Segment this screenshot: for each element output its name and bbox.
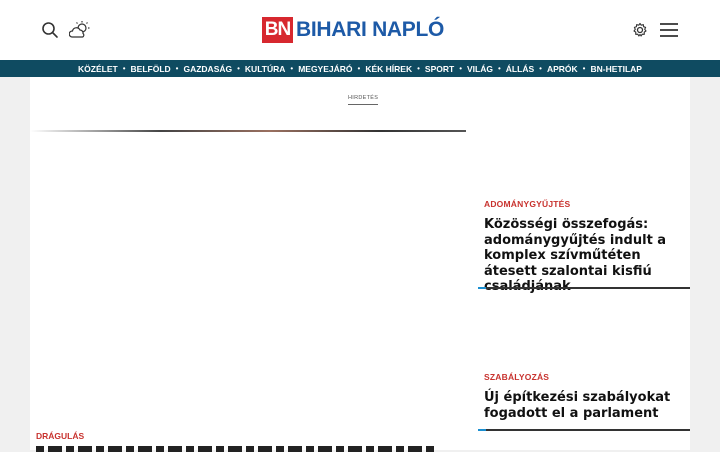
nav-item-bn-hetilap[interactable]: BN-HETILAP [590,63,642,74]
ad-label: HIRDETÉS [348,95,378,105]
article-category[interactable]: SZABÁLYOZÁS [484,372,550,382]
settings-icon[interactable] [628,18,652,42]
ad-banner-strip[interactable] [30,130,466,132]
main-navigation [0,60,720,77]
article-headline[interactable]: Közösségi összefogás: adománygyűjtés indult a komplex szívműtéten átesett szalontai kisfiú [484,217,667,279]
nav-separator: • [357,64,361,73]
article-card[interactable] [484,199,690,295]
nav-separator: • [237,64,240,73]
search-icon[interactable] [38,18,62,42]
site-logo[interactable] [262,17,444,43]
nav-item-aprok[interactable]: APRÓK [546,63,578,74]
nav-item-kultura[interactable]: KULTÚRA [244,63,286,74]
lead-article-headline-cropped[interactable] [36,446,436,452]
nav-separator: • [122,64,126,73]
nav-item-allas[interactable]: ÁLLÁS [505,63,535,74]
nav-separator: • [459,64,462,73]
divider-accent [478,287,486,289]
logo-text: BIHARI NAPLÓ [296,18,445,41]
weather-icon[interactable] [68,18,92,42]
divider-accent [478,429,486,431]
site-header [0,0,720,60]
nav-separator: • [290,64,294,73]
nav-item-kek-hirek[interactable]: KÉK HÍREK [365,63,413,74]
nav-item-megyejaro[interactable]: MEGYEJÁRÓ [298,63,353,74]
nav-separator: • [497,64,501,73]
nav-item-belfold[interactable]: BELFÖLD [130,63,171,74]
logo-badge: BN [262,17,293,43]
article-category[interactable]: ADOMÁNYGYŰJTÉS [484,199,571,209]
nav-separator: • [539,64,542,73]
nav-item-vilag[interactable]: VILÁG [467,63,493,74]
article-divider [478,429,690,431]
article-divider [478,287,690,289]
nav-item-gazdasag[interactable]: GAZDASÁG [183,63,233,74]
nav-separator: • [175,64,179,73]
nav-separator: • [582,64,586,73]
nav-item-sport[interactable]: SPORT [424,63,455,74]
lead-article-category[interactable]: DRÁGULÁS [36,431,85,441]
nav-item-kozelet[interactable]: KÖZÉLET [78,63,118,74]
nav-separator: • [417,64,420,73]
menu-icon[interactable] [657,18,681,42]
article-headline[interactable]: Új építkezési szabályokat fogadott el a parlament [484,390,671,421]
article-card[interactable] [484,372,690,421]
